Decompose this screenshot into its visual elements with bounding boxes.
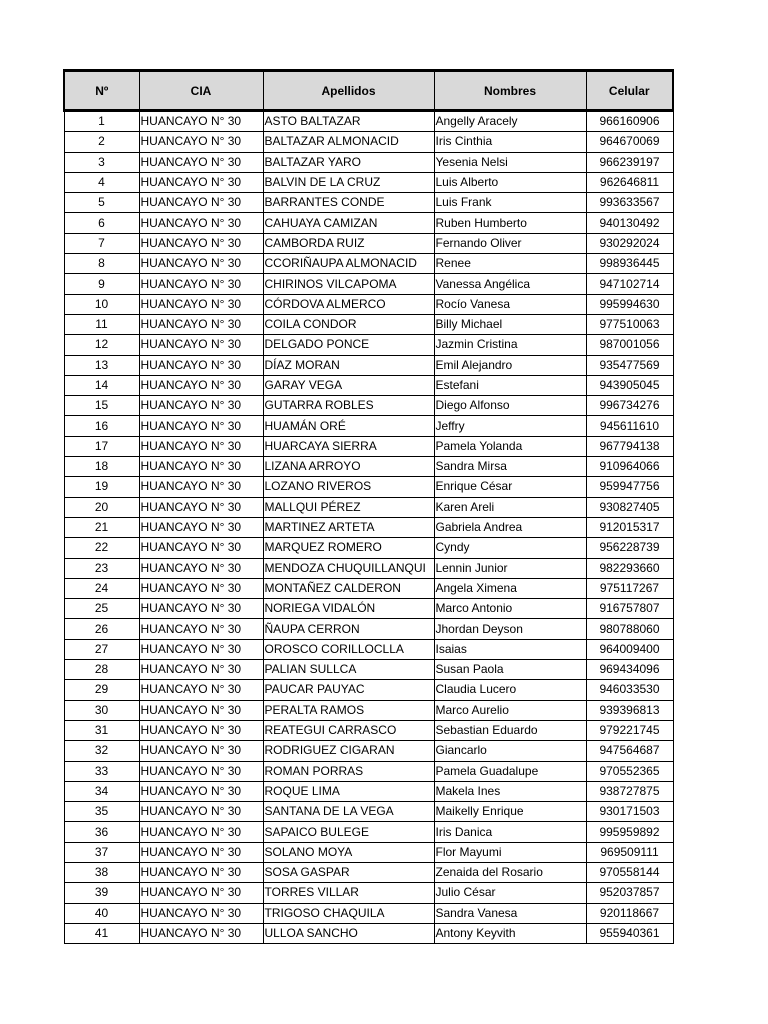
cell-apellidos: RODRIGUEZ CIGARAN bbox=[263, 741, 434, 761]
table-row bbox=[64, 294, 673, 314]
cell-cia: HUANCAYO N° 30 bbox=[139, 842, 263, 862]
cell-number: 18 bbox=[64, 457, 139, 477]
cell-nombres: Angela Ximena bbox=[434, 578, 586, 598]
table-row bbox=[64, 233, 673, 253]
cell-cia: HUANCAYO N° 30 bbox=[139, 111, 263, 132]
cell-celular: 975117267 bbox=[586, 578, 673, 598]
cell-nombres: Angelly Aracely bbox=[434, 111, 586, 132]
table-row bbox=[64, 660, 673, 680]
table-row bbox=[64, 213, 673, 233]
header-cia: CIA bbox=[139, 71, 263, 111]
cell-cia: HUANCAYO N° 30 bbox=[139, 720, 263, 740]
cell-cia: HUANCAYO N° 30 bbox=[139, 335, 263, 355]
table-row bbox=[64, 578, 673, 598]
cell-apellidos: MONTAÑEZ CALDERON bbox=[263, 578, 434, 598]
cell-cia: HUANCAYO N° 30 bbox=[139, 883, 263, 903]
cell-celular: 939396813 bbox=[586, 700, 673, 720]
cell-celular: 935477569 bbox=[586, 355, 673, 375]
table-row bbox=[64, 132, 673, 152]
cell-nombres: Iris Cinthia bbox=[434, 132, 586, 152]
cell-celular: 998936445 bbox=[586, 254, 673, 274]
cell-celular: 964009400 bbox=[586, 639, 673, 659]
cell-nombres: Sandra Mirsa bbox=[434, 457, 586, 477]
cell-celular: 970552365 bbox=[586, 761, 673, 781]
cell-celular: 938727875 bbox=[586, 781, 673, 801]
table-body bbox=[64, 111, 673, 944]
table-row bbox=[64, 639, 673, 659]
cell-celular: 987001056 bbox=[586, 335, 673, 355]
cell-nombres: Vanessa Angélica bbox=[434, 274, 586, 294]
cell-apellidos: BALVIN DE LA CRUZ bbox=[263, 172, 434, 192]
cell-nombres: Iris Danica bbox=[434, 822, 586, 842]
cell-number: 21 bbox=[64, 517, 139, 537]
header-number: Nº bbox=[64, 71, 139, 111]
cell-number: 8 bbox=[64, 254, 139, 274]
cell-cia: HUANCAYO N° 30 bbox=[139, 802, 263, 822]
cell-cia: HUANCAYO N° 30 bbox=[139, 193, 263, 213]
cell-celular: 946033530 bbox=[586, 680, 673, 700]
cell-cia: HUANCAYO N° 30 bbox=[139, 477, 263, 497]
cell-apellidos: MARTINEZ ARTETA bbox=[263, 517, 434, 537]
cell-apellidos: SOSA GASPAR bbox=[263, 862, 434, 882]
table-row bbox=[64, 923, 673, 943]
cell-apellidos: GARAY VEGA bbox=[263, 375, 434, 395]
cell-apellidos: HUARCAYA SIERRA bbox=[263, 436, 434, 456]
cell-celular: 967794138 bbox=[586, 436, 673, 456]
table-row bbox=[64, 842, 673, 862]
cell-number: 30 bbox=[64, 700, 139, 720]
table-row bbox=[64, 761, 673, 781]
cell-cia: HUANCAYO N° 30 bbox=[139, 903, 263, 923]
cell-number: 2 bbox=[64, 132, 139, 152]
cell-apellidos: ULLOA SANCHO bbox=[263, 923, 434, 943]
cell-number: 5 bbox=[64, 193, 139, 213]
cell-number: 7 bbox=[64, 233, 139, 253]
cell-cia: HUANCAYO N° 30 bbox=[139, 457, 263, 477]
cell-apellidos: PALIAN SULLCA bbox=[263, 660, 434, 680]
cell-number: 29 bbox=[64, 680, 139, 700]
cell-celular: 995959892 bbox=[586, 822, 673, 842]
cell-nombres: Billy Michael bbox=[434, 314, 586, 334]
table-row bbox=[64, 254, 673, 274]
cell-number: 24 bbox=[64, 578, 139, 598]
cell-cia: HUANCAYO N° 30 bbox=[139, 619, 263, 639]
cell-cia: HUANCAYO N° 30 bbox=[139, 375, 263, 395]
cell-cia: HUANCAYO N° 30 bbox=[139, 822, 263, 842]
cell-number: 32 bbox=[64, 741, 139, 761]
cell-nombres: Pamela Yolanda bbox=[434, 436, 586, 456]
cell-apellidos: ÑAUPA CERRON bbox=[263, 619, 434, 639]
cell-apellidos: SANTANA DE LA VEGA bbox=[263, 802, 434, 822]
cell-number: 41 bbox=[64, 923, 139, 943]
table-row bbox=[64, 477, 673, 497]
table-row bbox=[64, 680, 673, 700]
table-row bbox=[64, 416, 673, 436]
cell-number: 27 bbox=[64, 639, 139, 659]
cell-nombres: Rocío Vanesa bbox=[434, 294, 586, 314]
table-row bbox=[64, 599, 673, 619]
table-row bbox=[64, 558, 673, 578]
cell-number: 1 bbox=[64, 111, 139, 132]
cell-apellidos: ROQUE LIMA bbox=[263, 781, 434, 801]
cell-nombres: Makela Ines bbox=[434, 781, 586, 801]
cell-nombres: Flor Mayumi bbox=[434, 842, 586, 862]
cell-number: 35 bbox=[64, 802, 139, 822]
cell-apellidos: DÍAZ MORAN bbox=[263, 355, 434, 375]
cell-nombres: Pamela Guadalupe bbox=[434, 761, 586, 781]
cell-apellidos: CCORIÑAUPA ALMONACID bbox=[263, 254, 434, 274]
cell-nombres: Luis Alberto bbox=[434, 172, 586, 192]
cell-cia: HUANCAYO N° 30 bbox=[139, 294, 263, 314]
cell-celular: 995994630 bbox=[586, 294, 673, 314]
cell-nombres: Zenaida del Rosario bbox=[434, 862, 586, 882]
cell-nombres: Claudia Lucero bbox=[434, 680, 586, 700]
cell-celular: 969434096 bbox=[586, 660, 673, 680]
cell-number: 16 bbox=[64, 416, 139, 436]
cell-cia: HUANCAYO N° 30 bbox=[139, 497, 263, 517]
cell-celular: 979221745 bbox=[586, 720, 673, 740]
cell-cia: HUANCAYO N° 30 bbox=[139, 396, 263, 416]
cell-cia: HUANCAYO N° 30 bbox=[139, 660, 263, 680]
cell-nombres: Estefani bbox=[434, 375, 586, 395]
cell-number: 19 bbox=[64, 477, 139, 497]
cell-apellidos: BALTAZAR ALMONACID bbox=[263, 132, 434, 152]
table-row bbox=[64, 903, 673, 923]
cell-number: 38 bbox=[64, 862, 139, 882]
cell-celular: 910964066 bbox=[586, 457, 673, 477]
cell-cia: HUANCAYO N° 30 bbox=[139, 558, 263, 578]
cell-apellidos: PERALTA RAMOS bbox=[263, 700, 434, 720]
cell-number: 39 bbox=[64, 883, 139, 903]
cell-nombres: Isaias bbox=[434, 639, 586, 659]
cell-apellidos: COILA CONDOR bbox=[263, 314, 434, 334]
cell-number: 20 bbox=[64, 497, 139, 517]
cell-number: 28 bbox=[64, 660, 139, 680]
cell-cia: HUANCAYO N° 30 bbox=[139, 680, 263, 700]
cell-celular: 943905045 bbox=[586, 375, 673, 395]
table-row bbox=[64, 172, 673, 192]
cell-nombres: Yesenia Nelsi bbox=[434, 152, 586, 172]
cell-apellidos: REATEGUI CARRASCO bbox=[263, 720, 434, 740]
cell-celular: 947102714 bbox=[586, 274, 673, 294]
table-row bbox=[64, 152, 673, 172]
table-row bbox=[64, 193, 673, 213]
cell-cia: HUANCAYO N° 30 bbox=[139, 639, 263, 659]
cell-nombres: Fernando Oliver bbox=[434, 233, 586, 253]
cell-cia: HUANCAYO N° 30 bbox=[139, 213, 263, 233]
cell-number: 22 bbox=[64, 538, 139, 558]
cell-apellidos: MALLQUI PÉREZ bbox=[263, 497, 434, 517]
cell-celular: 970558144 bbox=[586, 862, 673, 882]
cell-number: 40 bbox=[64, 903, 139, 923]
cell-celular: 930171503 bbox=[586, 802, 673, 822]
cell-nombres: Marco Aurelio bbox=[434, 700, 586, 720]
cell-nombres: Jeffry bbox=[434, 416, 586, 436]
cell-celular: 956228739 bbox=[586, 538, 673, 558]
cell-number: 23 bbox=[64, 558, 139, 578]
cell-cia: HUANCAYO N° 30 bbox=[139, 314, 263, 334]
cell-apellidos: ROMAN PORRAS bbox=[263, 761, 434, 781]
cell-number: 11 bbox=[64, 314, 139, 334]
cell-nombres: Julio César bbox=[434, 883, 586, 903]
cell-nombres: Emil Alejandro bbox=[434, 355, 586, 375]
cell-apellidos: PAUCAR PAUYAC bbox=[263, 680, 434, 700]
cell-cia: HUANCAYO N° 30 bbox=[139, 152, 263, 172]
cell-celular: 980788060 bbox=[586, 619, 673, 639]
cell-apellidos: ASTO BALTAZAR bbox=[263, 111, 434, 132]
cell-celular: 912015317 bbox=[586, 517, 673, 537]
header-apellidos: Apellidos bbox=[263, 71, 434, 111]
cell-apellidos: GUTARRA ROBLES bbox=[263, 396, 434, 416]
cell-cia: HUANCAYO N° 30 bbox=[139, 578, 263, 598]
table-row bbox=[64, 436, 673, 456]
cell-celular: 969509111 bbox=[586, 842, 673, 862]
cell-cia: HUANCAYO N° 30 bbox=[139, 599, 263, 619]
cell-celular: 982293660 bbox=[586, 558, 673, 578]
cell-nombres: Cyndy bbox=[434, 538, 586, 558]
cell-cia: HUANCAYO N° 30 bbox=[139, 436, 263, 456]
cell-celular: 952037857 bbox=[586, 883, 673, 903]
cell-apellidos: DELGADO PONCE bbox=[263, 335, 434, 355]
cell-cia: HUANCAYO N° 30 bbox=[139, 254, 263, 274]
table-row bbox=[64, 781, 673, 801]
cell-celular: 955940361 bbox=[586, 923, 673, 943]
table-row bbox=[64, 314, 673, 334]
cell-apellidos: MARQUEZ ROMERO bbox=[263, 538, 434, 558]
cell-cia: HUANCAYO N° 30 bbox=[139, 538, 263, 558]
cell-number: 37 bbox=[64, 842, 139, 862]
cell-nombres: Sebastian Eduardo bbox=[434, 720, 586, 740]
cell-number: 14 bbox=[64, 375, 139, 395]
cell-nombres: Susan Paola bbox=[434, 660, 586, 680]
cell-cia: HUANCAYO N° 30 bbox=[139, 700, 263, 720]
cell-number: 31 bbox=[64, 720, 139, 740]
cell-number: 15 bbox=[64, 396, 139, 416]
cell-cia: HUANCAYO N° 30 bbox=[139, 132, 263, 152]
cell-number: 36 bbox=[64, 822, 139, 842]
cell-number: 10 bbox=[64, 294, 139, 314]
cell-cia: HUANCAYO N° 30 bbox=[139, 233, 263, 253]
cell-celular: 916757807 bbox=[586, 599, 673, 619]
cell-celular: 920118667 bbox=[586, 903, 673, 923]
table-row bbox=[64, 862, 673, 882]
table-row bbox=[64, 396, 673, 416]
cell-cia: HUANCAYO N° 30 bbox=[139, 923, 263, 943]
cell-nombres: Karen Areli bbox=[434, 497, 586, 517]
cell-number: 3 bbox=[64, 152, 139, 172]
table-row bbox=[64, 619, 673, 639]
table-row bbox=[64, 375, 673, 395]
cell-cia: HUANCAYO N° 30 bbox=[139, 416, 263, 436]
cell-nombres: Jazmin Cristina bbox=[434, 335, 586, 355]
cell-celular: 940130492 bbox=[586, 213, 673, 233]
cell-nombres: Giancarlo bbox=[434, 741, 586, 761]
cell-cia: HUANCAYO N° 30 bbox=[139, 274, 263, 294]
cell-nombres: Lennin Junior bbox=[434, 558, 586, 578]
cell-celular: 977510063 bbox=[586, 314, 673, 334]
cell-apellidos: BARRANTES CONDE bbox=[263, 193, 434, 213]
cell-nombres: Enrique César bbox=[434, 477, 586, 497]
table-row bbox=[64, 538, 673, 558]
header-nombres: Nombres bbox=[434, 71, 586, 111]
cell-number: 34 bbox=[64, 781, 139, 801]
cell-number: 17 bbox=[64, 436, 139, 456]
table-row bbox=[64, 111, 673, 132]
table-row bbox=[64, 274, 673, 294]
cell-apellidos: SOLANO MOYA bbox=[263, 842, 434, 862]
cell-celular: 945611610 bbox=[586, 416, 673, 436]
cell-apellidos: NORIEGA VIDALÓN bbox=[263, 599, 434, 619]
cell-cia: HUANCAYO N° 30 bbox=[139, 741, 263, 761]
cell-number: 9 bbox=[64, 274, 139, 294]
cell-cia: HUANCAYO N° 30 bbox=[139, 781, 263, 801]
cell-celular: 930292024 bbox=[586, 233, 673, 253]
cell-nombres: Antony Keyvith bbox=[434, 923, 586, 943]
table-row bbox=[64, 802, 673, 822]
table-row bbox=[64, 741, 673, 761]
cell-nombres: Sandra Vanesa bbox=[434, 903, 586, 923]
cell-number: 6 bbox=[64, 213, 139, 233]
table-row bbox=[64, 497, 673, 517]
cell-nombres: Renee bbox=[434, 254, 586, 274]
cell-apellidos: CHIRINOS VILCAPOMA bbox=[263, 274, 434, 294]
cell-celular: 962646811 bbox=[586, 172, 673, 192]
cell-celular: 959947756 bbox=[586, 477, 673, 497]
cell-apellidos: TRIGOSO CHAQUILA bbox=[263, 903, 434, 923]
table-row bbox=[64, 700, 673, 720]
cell-apellidos: MENDOZA CHUQUILLANQUI bbox=[263, 558, 434, 578]
cell-celular: 993633567 bbox=[586, 193, 673, 213]
table-row bbox=[64, 822, 673, 842]
cell-celular: 966160906 bbox=[586, 111, 673, 132]
cell-nombres: Marco Antonio bbox=[434, 599, 586, 619]
cell-number: 26 bbox=[64, 619, 139, 639]
cell-apellidos: LIZANA ARROYO bbox=[263, 457, 434, 477]
header-celular: Celular bbox=[586, 71, 673, 111]
cell-celular: 966239197 bbox=[586, 152, 673, 172]
cell-apellidos: OROSCO CORILLOCLLA bbox=[263, 639, 434, 659]
cell-apellidos: LOZANO RIVEROS bbox=[263, 477, 434, 497]
table-row bbox=[64, 883, 673, 903]
cell-apellidos: CAMBORDA RUIZ bbox=[263, 233, 434, 253]
cell-nombres: Gabriela Andrea bbox=[434, 517, 586, 537]
table-row bbox=[64, 457, 673, 477]
cell-apellidos: SAPAICO BULEGE bbox=[263, 822, 434, 842]
table-row bbox=[64, 720, 673, 740]
roster-table bbox=[63, 69, 674, 944]
cell-celular: 964670069 bbox=[586, 132, 673, 152]
cell-apellidos: CÓRDOVA ALMERCO bbox=[263, 294, 434, 314]
cell-apellidos: TORRES VILLAR bbox=[263, 883, 434, 903]
cell-cia: HUANCAYO N° 30 bbox=[139, 761, 263, 781]
table-row bbox=[64, 517, 673, 537]
cell-nombres: Diego Alfonso bbox=[434, 396, 586, 416]
cell-celular: 996734276 bbox=[586, 396, 673, 416]
cell-celular: 930827405 bbox=[586, 497, 673, 517]
table-row bbox=[64, 335, 673, 355]
header-row bbox=[64, 71, 673, 111]
cell-celular: 947564687 bbox=[586, 741, 673, 761]
cell-nombres: Jhordan Deyson bbox=[434, 619, 586, 639]
cell-apellidos: CAHUAYA CAMIZAN bbox=[263, 213, 434, 233]
table-row bbox=[64, 355, 673, 375]
cell-number: 4 bbox=[64, 172, 139, 192]
cell-cia: HUANCAYO N° 30 bbox=[139, 172, 263, 192]
cell-cia: HUANCAYO N° 30 bbox=[139, 517, 263, 537]
cell-nombres: Ruben Humberto bbox=[434, 213, 586, 233]
cell-nombres: Luis Frank bbox=[434, 193, 586, 213]
cell-cia: HUANCAYO N° 30 bbox=[139, 862, 263, 882]
cell-number: 13 bbox=[64, 355, 139, 375]
cell-nombres: Maikelly Enrique bbox=[434, 802, 586, 822]
cell-number: 25 bbox=[64, 599, 139, 619]
cell-cia: HUANCAYO N° 30 bbox=[139, 355, 263, 375]
cell-number: 33 bbox=[64, 761, 139, 781]
cell-apellidos: HUAMÁN ORÉ bbox=[263, 416, 434, 436]
cell-number: 12 bbox=[64, 335, 139, 355]
cell-apellidos: BALTAZAR YARO bbox=[263, 152, 434, 172]
